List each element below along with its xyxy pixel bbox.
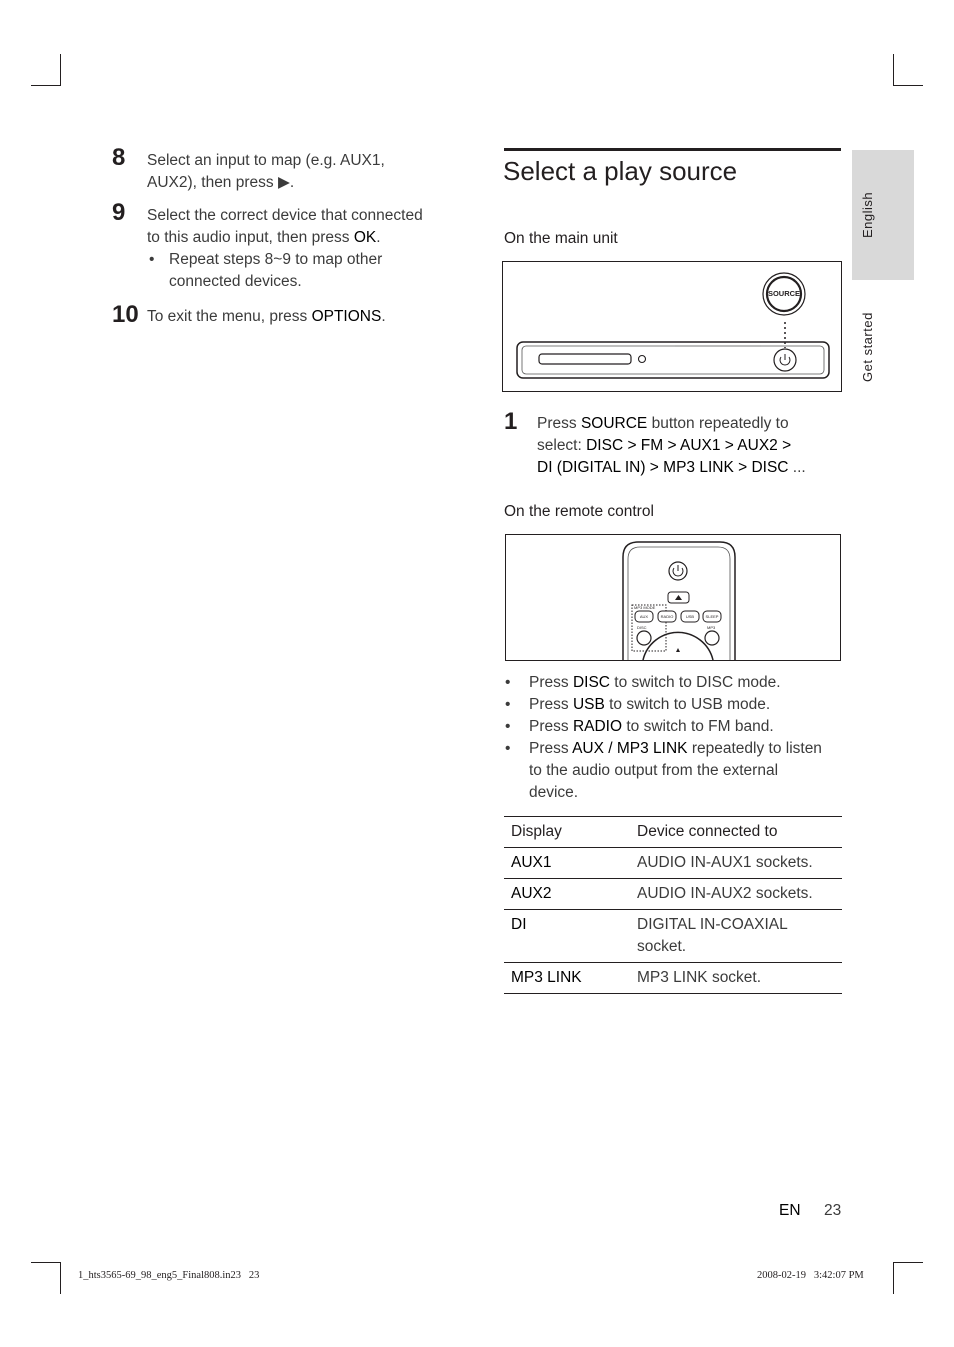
main-unit-figure: [502, 261, 842, 392]
table-cell-display: AUX1: [504, 848, 630, 879]
table-cell-device: [630, 910, 842, 963]
step-line: [537, 413, 842, 435]
step-line: Select an input to map (e.g. AUX1,: [147, 152, 385, 169]
source-bullet-list: [503, 672, 843, 804]
footer-page-number: 23: [824, 1202, 842, 1219]
bullet-marker: •: [505, 718, 511, 735]
crop-mark: [893, 85, 923, 86]
table-cell-display: AUX2: [504, 879, 630, 910]
bullet-line: connected devices.: [169, 273, 302, 290]
text-run: select:: [537, 437, 587, 454]
step-line: Select the correct device that connected: [147, 207, 423, 224]
key-label: OPTIONS: [311, 308, 382, 325]
bullet-marker: •: [505, 740, 511, 757]
key-label: DISC: [572, 674, 610, 691]
bullet-marker: •: [505, 674, 511, 691]
table-cell-device: MP3 LINK socket.: [630, 963, 842, 994]
crop-mark: [60, 1262, 61, 1294]
remote-figure: [505, 534, 841, 661]
sidebar-chapter-label: Get started: [860, 312, 875, 382]
crop-mark: [31, 1262, 61, 1263]
table-row: [504, 963, 842, 994]
bullet-line: device.: [529, 784, 579, 801]
sleep-button-label: SLEEP: [705, 614, 719, 619]
table-cell-display: MP3 LINK: [504, 963, 630, 994]
text-run: repeatedly to listen: [687, 740, 822, 757]
footer-file-slug: 1_hts3565-69_98_eng5_Final808.in23 23: [78, 1270, 260, 1281]
text-run: Press: [529, 696, 573, 713]
mp3-small-label: MP3: [707, 625, 716, 630]
key-label: DISC > FM > AUX1 > AUX2 >: [586, 437, 792, 454]
text-run: Press: [529, 718, 573, 735]
crop-mark: [893, 1262, 923, 1263]
text-run: button repeatedly to: [647, 415, 789, 432]
remote-small-label: MP3 MODE: [634, 605, 656, 610]
text-run: Press: [537, 415, 581, 432]
text-run: .: [376, 229, 381, 246]
footer-timestamp: 2008-02-19 3:42:07 PM: [757, 1270, 864, 1281]
bullet-marker: •: [505, 696, 511, 713]
text-run: .: [381, 308, 386, 325]
remote-heading: On the remote control: [504, 503, 654, 520]
step-number: 9: [112, 199, 126, 226]
step-line: [537, 435, 842, 457]
step-10-text: [147, 306, 447, 328]
device-table: [504, 816, 842, 994]
remote-illustration: [506, 535, 840, 660]
main-unit-heading: On the main unit: [504, 230, 618, 247]
crop-mark: [31, 85, 61, 86]
cell-line: DIGITAL IN-COAXIAL: [637, 916, 788, 933]
bullet-item: [503, 694, 843, 716]
cell-line: socket.: [637, 938, 687, 955]
crop-mark: [893, 1262, 894, 1294]
step-line: [537, 457, 842, 479]
text-run: to switch to USB mode.: [604, 696, 771, 713]
sidebar-language-label: English: [860, 191, 875, 238]
crop-mark: [893, 54, 894, 86]
key-label: SOURCE: [580, 415, 648, 432]
key-label: RADIO: [572, 718, 623, 735]
bullet-item: [503, 672, 843, 694]
text-run: to switch to FM band.: [622, 718, 774, 735]
bullet-item: [147, 249, 447, 293]
radio-button-label: RADIO: [660, 614, 674, 619]
key-label: OK: [353, 229, 377, 246]
bullet-marker: •: [149, 251, 155, 268]
text-run: ...: [788, 459, 806, 476]
table-cell-device: AUDIO IN-AUX2 sockets.: [630, 879, 842, 910]
step-9-text: [147, 205, 447, 293]
table-row: [504, 848, 842, 879]
bullet-item: [503, 716, 843, 738]
table-cell-display: DI: [504, 910, 630, 963]
footer-lang: EN: [779, 1202, 801, 1219]
step-number: 1: [504, 408, 518, 435]
bullet-line: to the audio output from the external: [529, 762, 779, 779]
section-title: Select a play source: [503, 156, 738, 186]
step-number: 10: [112, 301, 139, 328]
source-button-label: SOURCE: [767, 289, 801, 298]
main-unit-illustration: [503, 262, 841, 391]
text-run: To exit the menu, press: [147, 308, 312, 325]
table-row: [504, 879, 842, 910]
bullet-item: [503, 738, 843, 804]
step-1-text: [537, 413, 842, 479]
usb-button-label: USB: [685, 614, 695, 619]
key-label: AUX / MP3 LINK: [572, 740, 688, 757]
table-cell-device: AUDIO IN-AUX1 sockets.: [630, 848, 842, 879]
step-line: AUX2), then press ▶.: [147, 174, 295, 191]
table-header-row: [504, 817, 842, 848]
aux-button-label: AUX: [639, 614, 649, 619]
table-row: [504, 910, 842, 963]
text-run: to this audio input, then press: [147, 229, 354, 246]
section-rule: [504, 148, 841, 151]
step-8-text: [147, 150, 447, 194]
text-run: Press: [529, 674, 573, 691]
bullet-line: Repeat steps 8~9 to map other: [169, 251, 383, 268]
key-label: USB: [572, 696, 605, 713]
bullet-line: [529, 738, 843, 760]
text-run: Press: [529, 740, 573, 757]
disc-small-label: DISC: [637, 625, 647, 630]
step-number: 8: [112, 144, 126, 171]
text-run: to switch to DISC mode.: [609, 674, 781, 691]
table-header-cell: Display: [504, 817, 630, 848]
crop-mark: [60, 54, 61, 86]
step-line: [147, 227, 447, 249]
key-label: DI (DIGITAL IN) > MP3 LINK > DISC: [537, 459, 789, 476]
table-header-cell: Device connected to: [630, 817, 842, 848]
